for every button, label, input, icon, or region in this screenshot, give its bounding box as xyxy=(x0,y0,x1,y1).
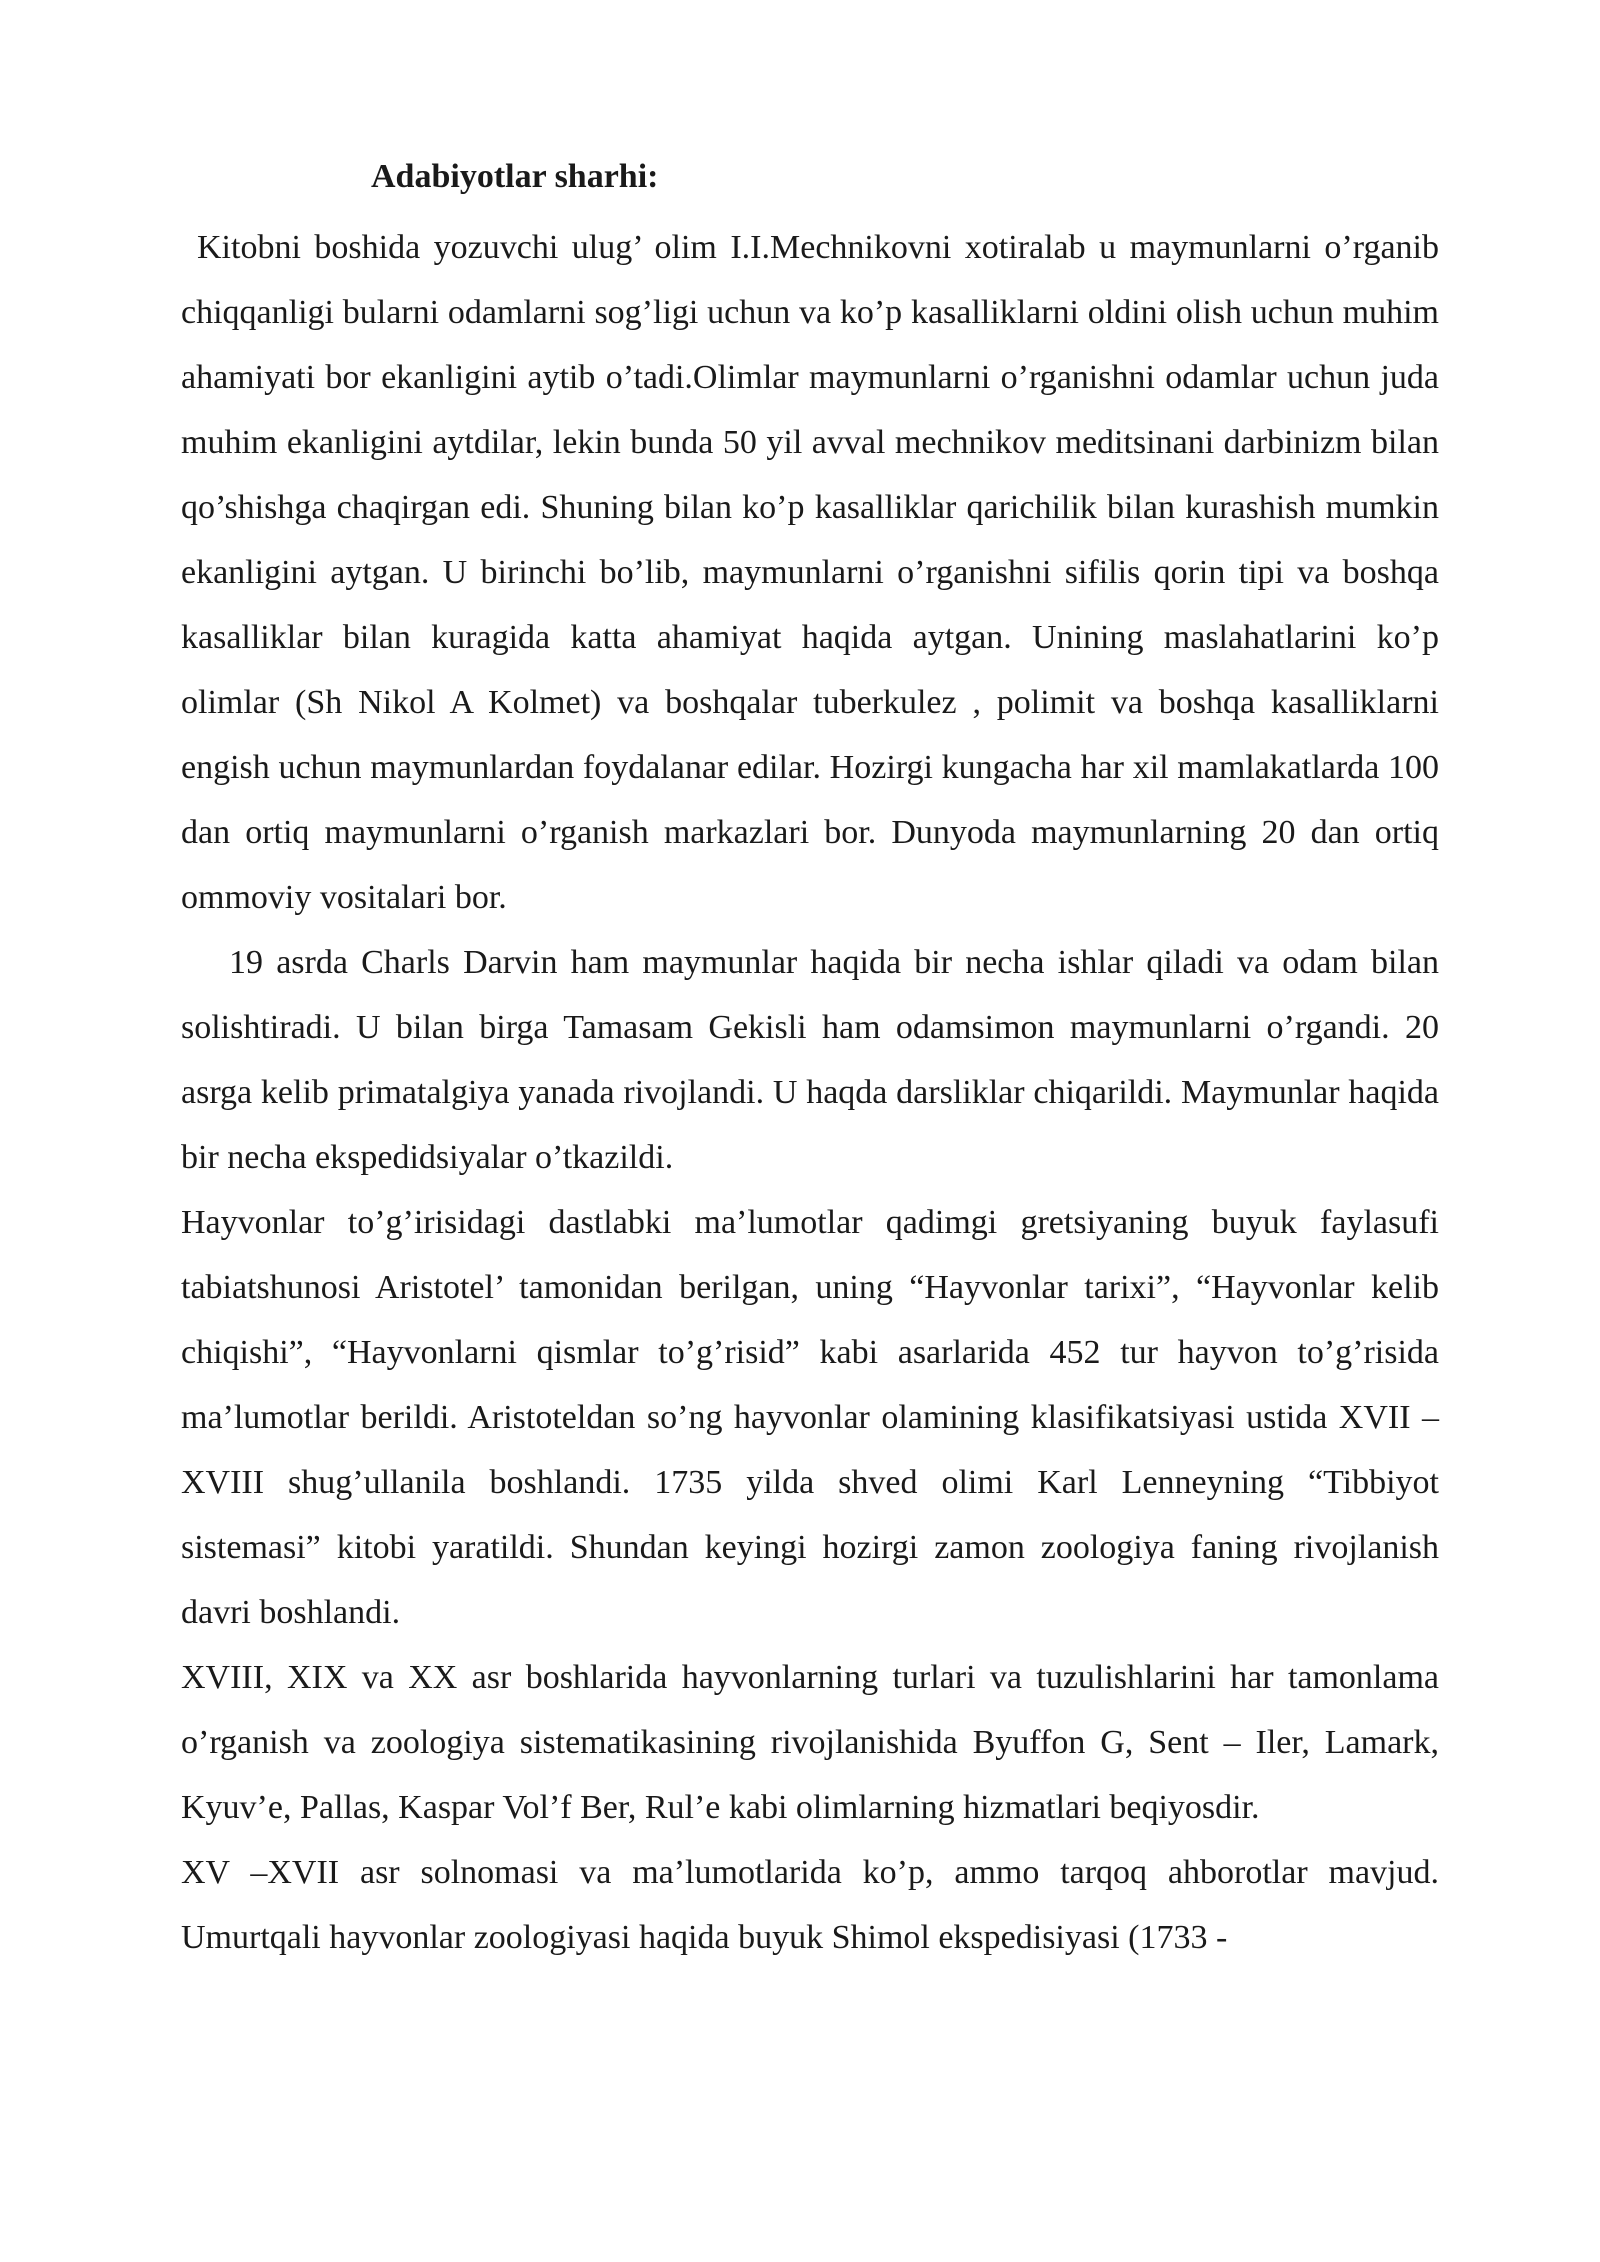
paragraph-xv-xvii-century: XV –XVII asr solnomasi va ma’lumotlarida ko’p, ammo tarqoq ahborotlar mavjud. Umurtqali hayvonlar zoologiyasi haqida buyuk Shimol ekspedisiyasi (1733 - xyxy=(181,1854,1439,1956)
section-heading: Adabiyotlar sharhi: xyxy=(371,158,659,195)
paragraph-xviii-xx-century: XVIII, XIX va XX asr boshlarida hayvonlarning turlari va tuzulishlarini har tamonlama o’rganish va zoologiya sistematikasining rivojlanishida Byuffon G, Sent – Iler, Lamark, Kyuv’e, Pallas, Kaspar Vol’f Ber, Rul’e kabi olimlarning hizmatlari beqiyosdir. xyxy=(181,1659,1439,1826)
text-column xyxy=(181,150,1439,1970)
paragraph-mechnikov: Kitobni boshida yozuvchi ulug’ olim I.I.Mechnikovni xotiralab u maymunlarni o’rganib chiqqanligi bularni odamlarni sog’ligi uchun va ko’p kasalliklarni oldini olish uchun muhim ahamiyati bor ekanligini aytib o’tadi.Olimlar maymunlarni o’rganishni odamlar uchun juda muhim ekanligini aytdilar, lekin bunda 50 yil avval mechnikov meditsinani darbinizm bilan qo’shishga chaqirgan edi. Shuning bilan ko’p kasalliklar qarichilik bilan kurashish mumkin ekanligini aytgan. U birinchi bo’lib, maymunlarni o’rganishni sifilis qorin tipi va boshqa kasalliklar bilan kuragida katta ahamiyat haqida aytgan. Unining maslahatlarini ko’p olimlar (Sh Nikol A Kolmet) va boshqalar tuberkulez , polimit va boshqa kasalliklarni engish uchun maymunlardan foydalanar edilar. Hozirgi kungacha har xil mamlakatlarda 100 dan ortiq maymunlarni o’rganish markazlari bor. Dunyoda maymunlarning 20 dan ortiq ommoviy vositalari bor. xyxy=(181,229,1439,916)
paragraph-darvin: 19 asrda Charls Darvin ham maymunlar haqida bir necha ishlar qiladi va odam bilan solishtiradi. U bilan birga Tamasam Gekisli ham odamsimon maymunlarni o’rgandi. 20 asrga kelib primatalgiya yanada rivojlandi. U haqda darsliklar chiqarildi. Maymunlar haqida bir necha ekspedidsiyalar o’tkazildi. xyxy=(181,944,1439,1176)
paragraph-aristotel: Hayvonlar to’g’irisidagi dastlabki ma’lumotlar qadimgi gretsiyaning buyuk faylasufi tabiatshunosi Aristotel’ tamonidan berilgan, uning “Hayvonlar tarixi”, “Hayvonlar kelib chiqishi”, “Hayvonlarni qismlar to’g’risid” kabi asarlarida 452 tur hayvon to’g’risida ma’lumotlar berildi. Aristoteldan so’ng hayvonlar olamining klasifikatsiyasi ustida XVII – XVIII shug’ullanila boshlandi. 1735 yilda shved olimi Karl Lenneyning “Tibbiyot sistemasi” kitobi yaratildi. Shundan keyingi hozirgi zamon zoologiya faning rivojlanish davri boshlandi. xyxy=(181,1204,1439,1631)
